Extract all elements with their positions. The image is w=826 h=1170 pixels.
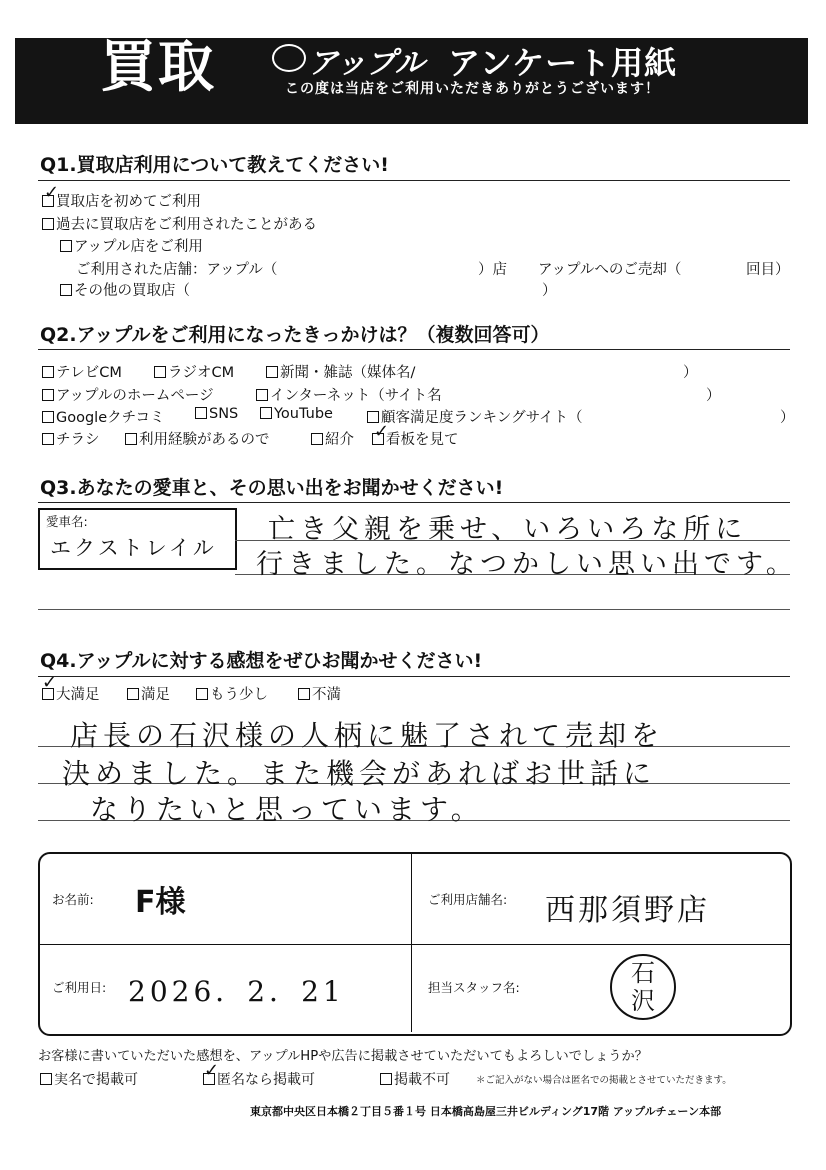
option-label: その他の買取店（ xyxy=(74,283,190,299)
checkbox[interactable] xyxy=(125,433,137,445)
name-value: F様 xyxy=(135,885,186,920)
car-name-value: エクストレイル xyxy=(50,536,217,560)
consent-option-not-allowed[interactable] xyxy=(380,1069,450,1089)
q2-option-news[interactable] xyxy=(266,361,415,382)
option-label: 顧客満足度ランキングサイト（ xyxy=(381,410,583,426)
q2-option-radio[interactable] xyxy=(154,361,234,382)
option-label: もう少し xyxy=(210,687,268,703)
option-label: ラジオCM xyxy=(168,365,235,381)
comment-handwriting-line3: なりたいと思っています。 xyxy=(90,793,484,826)
divider xyxy=(38,180,790,181)
comment-handwriting-line1: 店長の石沢様の人柄に魅了されて売却を xyxy=(70,719,665,752)
survey-subtitle: この度は当店をご利用いただきありがとうございます！ xyxy=(285,81,660,97)
checkmark-icon: ✓ xyxy=(42,672,58,693)
checkbox[interactable] xyxy=(298,688,310,700)
checkbox[interactable] xyxy=(42,218,54,230)
divider xyxy=(38,349,790,350)
checkbox[interactable] xyxy=(260,407,272,419)
q1-option-past[interactable] xyxy=(42,213,317,234)
q1-option-apple[interactable] xyxy=(60,235,203,256)
staff-seal-text: 石沢 xyxy=(631,959,655,1015)
option-label: 満足 xyxy=(141,687,170,703)
checkbox[interactable] xyxy=(266,366,278,378)
option-label: 大満足 xyxy=(56,687,100,703)
q2-ranking-close: ） xyxy=(780,410,795,426)
q2-option-internet[interactable] xyxy=(256,384,442,405)
checkbox[interactable] xyxy=(195,407,207,419)
option-label: SNS xyxy=(209,406,239,422)
memory-handwriting-line1: 亡き父親を乗せ、いろいろな所に xyxy=(268,514,748,545)
option-label: テレビCM xyxy=(56,365,122,381)
option-label: アップルのホームページ xyxy=(56,388,214,404)
info-divider-vertical xyxy=(411,854,412,1032)
q2-internet-close: ） xyxy=(706,388,721,404)
consent-note: ＊ご記入がない場合は匿名での掲載とさせていただきます。 xyxy=(476,1075,732,1086)
car-name-label: 愛車名: xyxy=(46,514,88,529)
comment-handwriting-line2: 決めました。また機会があればお世話に xyxy=(62,757,657,790)
q1-count-label: アップルへのご売却（ xyxy=(538,262,682,278)
consent-option-real-name[interactable] xyxy=(40,1069,138,1089)
consent-option-anonymous[interactable] xyxy=(203,1069,315,1089)
q2-option-referral[interactable] xyxy=(311,428,354,449)
checkbox[interactable] xyxy=(40,1073,52,1085)
option-label: 紹介 xyxy=(325,432,354,448)
memory-handwriting-line2: 行きました。なつかしい思い出です。 xyxy=(256,549,798,580)
q4-option-satisfied[interactable] xyxy=(127,683,170,704)
checkmark-icon: ✓ xyxy=(374,421,390,442)
q1-other-close: ） xyxy=(542,283,557,299)
q2-option-flyer[interactable] xyxy=(42,428,100,449)
option-label: 掲載不可 xyxy=(394,1072,450,1088)
checkmark-icon: ✓ xyxy=(44,182,60,203)
option-label: 看板を見て xyxy=(386,432,459,448)
checkbox[interactable] xyxy=(42,366,54,378)
option-label: 新聞・雑誌（媒体名/ xyxy=(280,365,416,381)
option-label: アップル店をご利用 xyxy=(74,239,203,255)
option-label: 匿名なら掲載可 xyxy=(217,1072,315,1088)
date-value: 2026．2．21 xyxy=(128,975,345,1008)
option-label: Googleクチコミ xyxy=(56,410,165,426)
divider xyxy=(38,502,790,503)
q3-title: Q3.あなたの愛車と、その思い出をお聞かせください! xyxy=(40,477,504,499)
checkbox[interactable] xyxy=(60,284,72,296)
option-label: 実名で掲載可 xyxy=(54,1072,138,1088)
staff-seal-stamp xyxy=(610,954,676,1020)
option-label: 不満 xyxy=(312,687,341,703)
option-label: インターネット（サイト名 xyxy=(270,388,442,404)
checkbox[interactable] xyxy=(42,389,54,401)
writing-line xyxy=(38,609,790,610)
q4-title: Q4.アップルに対する感想をぜひお聞かせください! xyxy=(40,650,483,672)
q1-title: Q1.買取店利用について教えてください! xyxy=(40,154,389,176)
checkbox[interactable] xyxy=(380,1073,392,1085)
consent-question: お客様に書いていただいた感想を、アップルHPや広告に掲載させていただいてもよろしいでしょうか？ xyxy=(38,1049,648,1064)
staff-label: 担当スタッフ名: xyxy=(428,980,520,995)
checkbox[interactable] xyxy=(196,688,208,700)
store-name-value: 西那須野店 xyxy=(545,893,710,928)
q2-option-google[interactable] xyxy=(42,406,165,427)
q2-news-close: ） xyxy=(683,365,698,381)
brand-emblem-icon xyxy=(272,44,306,72)
q4-option-unsatisfied[interactable] xyxy=(298,683,341,704)
info-divider-horizontal xyxy=(38,944,792,945)
option-label: YouTube xyxy=(274,406,333,422)
q2-option-sns[interactable] xyxy=(195,406,238,422)
checkbox[interactable] xyxy=(127,688,139,700)
brand-name: アップル xyxy=(308,46,425,81)
option-label: 買取店を初めてご利用 xyxy=(56,194,201,210)
divider xyxy=(38,676,790,677)
checkmark-icon: ✓ xyxy=(204,1060,220,1081)
checkbox[interactable] xyxy=(256,389,268,401)
date-label: ご利用日: xyxy=(52,980,107,995)
q1-store-label: ご利用された店舗：アップル（ xyxy=(76,262,278,278)
q2-option-tv[interactable] xyxy=(42,361,122,382)
footer-address: 東京都中央区日本橋２丁目５番１号 日本橋高島屋三井ビルディング17階 アップルチェーン本部 xyxy=(250,1105,722,1118)
q1-store-suffix: ）店 xyxy=(478,262,507,278)
q2-option-ranking[interactable] xyxy=(367,406,583,427)
checkbox[interactable] xyxy=(42,411,54,423)
q2-option-homepage[interactable] xyxy=(42,384,214,405)
q2-option-experience[interactable] xyxy=(125,428,270,449)
q1-option-other[interactable] xyxy=(60,279,190,300)
option-label: 利用経験があるので xyxy=(139,432,270,448)
checkbox[interactable] xyxy=(60,240,72,252)
kaitori-logo: 買取 xyxy=(100,35,216,100)
name-label: お名前: xyxy=(52,892,94,907)
option-label: チラシ xyxy=(56,432,100,448)
q1-option-first[interactable] xyxy=(42,190,201,211)
q1-count-suffix: 回目） xyxy=(746,262,790,278)
checkbox[interactable] xyxy=(311,433,323,445)
checkbox[interactable] xyxy=(154,366,166,378)
checkbox[interactable] xyxy=(42,433,54,445)
q2-option-youtube[interactable] xyxy=(260,406,333,422)
store-name-label: ご利用店舗名: xyxy=(428,892,508,907)
q2-title: Q2.アップルをご利用になったきっかけは？（複数回答可） xyxy=(40,324,550,346)
q4-option-more[interactable] xyxy=(196,683,268,704)
survey-title: アンケート用紙 xyxy=(448,44,678,82)
option-label: 過去に買取店をご利用されたことがある xyxy=(56,217,317,233)
